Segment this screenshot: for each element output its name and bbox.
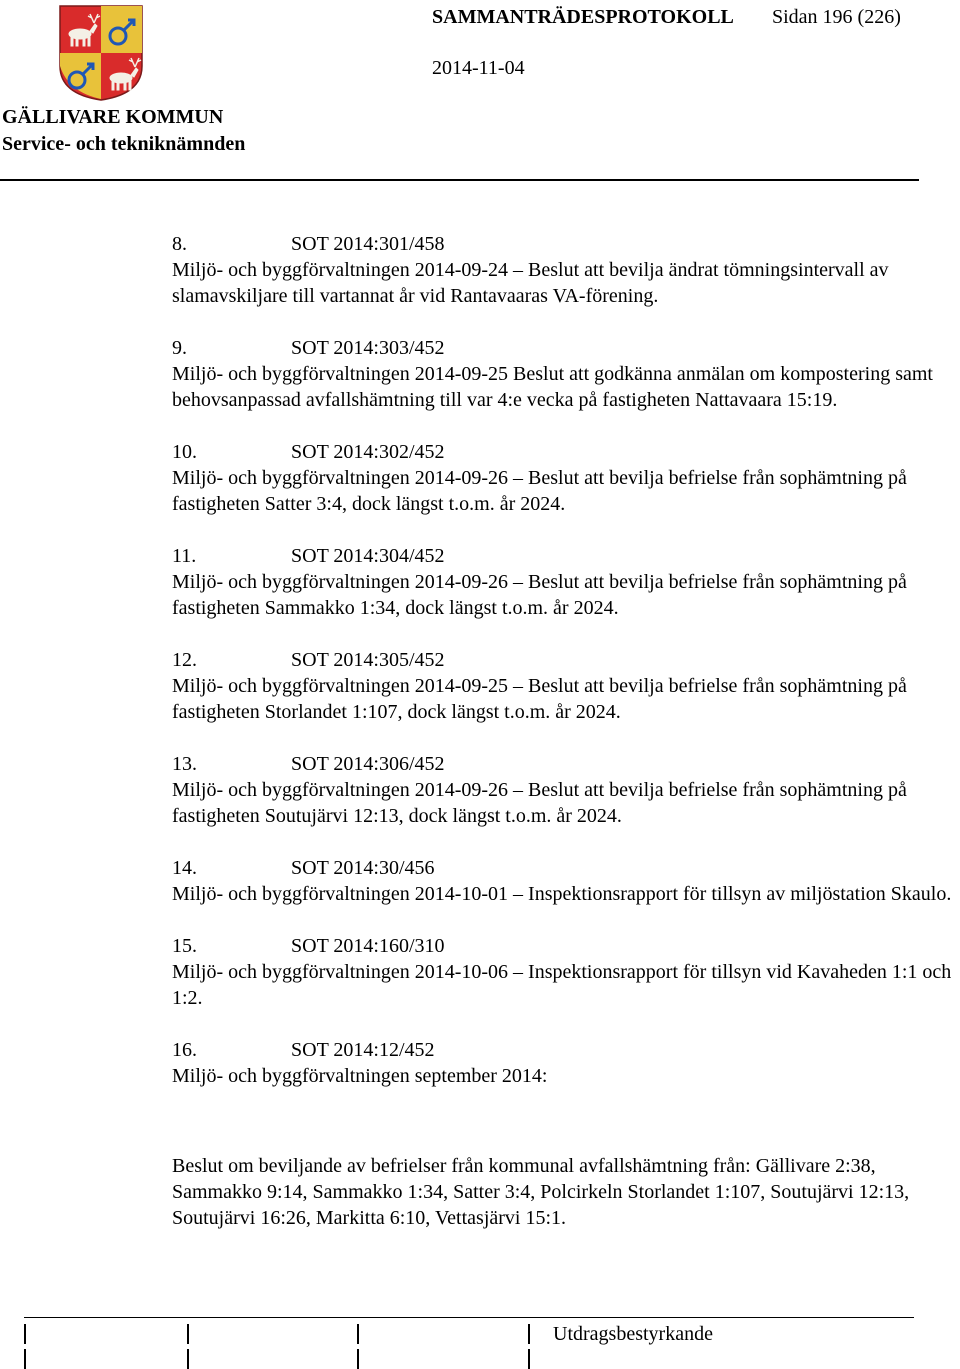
signature-box-divider [357, 1349, 359, 1369]
municipality-name: GÄLLIVARE KOMMUN [2, 106, 224, 128]
extract-certification-label: Utdragsbestyrkande [553, 1323, 713, 1345]
item-text: Miljö- och byggförvaltningen 2014-09-25 Beslut att godkänna anmälan om kompostering samt behovsanpassad avfallshämtning till var 4:e vecka på fastigheten Nattavaara 15:19. [172, 363, 933, 411]
agenda-item-15 [172, 933, 960, 1011]
item-number: 9. [172, 337, 187, 359]
meeting-date: 2014-11-04 [432, 57, 525, 79]
signature-box-divider [187, 1349, 189, 1369]
agenda-item-9 [172, 335, 960, 413]
item-number: 14. [172, 857, 197, 879]
item-reference: SOT 2014:160/310 [291, 935, 445, 957]
item-reference: SOT 2014:304/452 [291, 545, 445, 567]
footer-divider [24, 1317, 914, 1318]
item-reference: SOT 2014:302/452 [291, 441, 445, 463]
item-number: 12. [172, 649, 197, 671]
agenda-item-16 [172, 1037, 960, 1089]
item-number: 10. [172, 441, 197, 463]
item-reference: SOT 2014:306/452 [291, 753, 445, 775]
item-text: Miljö- och byggförvaltningen 2014-10-06 – Inspektionsrapport för tillsyn vid Kavaheden 1:1 och 1:2. [172, 961, 952, 1009]
item-number: 8. [172, 233, 187, 255]
item-text: Miljö- och byggförvaltningen 2014-09-24 – Beslut att bevilja ändrat tömningsintervall av slamavskiljare till vartannat år vid Rantavaaras VA-förening. [172, 259, 889, 307]
agenda-item-8 [172, 231, 960, 309]
item-reference: SOT 2014:301/458 [291, 233, 445, 255]
agenda-item-13 [172, 751, 960, 829]
agenda-item-12 [172, 647, 960, 725]
signature-box-divider [24, 1349, 26, 1369]
item-number: 11. [172, 545, 197, 567]
item-reference: SOT 2014:303/452 [291, 337, 445, 359]
document-title: SAMMANTRÄDESPROTOKOLL [432, 6, 734, 28]
signature-box-divider [528, 1349, 530, 1369]
item-reference: SOT 2014:305/452 [291, 649, 445, 671]
item-text: Miljö- och byggförvaltningen 2014-10-01 – Inspektionsrapport för tillsyn av miljöstation Skaulo. [172, 883, 952, 905]
signature-box-divider [357, 1324, 359, 1344]
page-number: Sidan 196 (226) [772, 6, 901, 28]
agenda-item-11 [172, 543, 960, 621]
item-number: 13. [172, 753, 197, 775]
item-number: 15. [172, 935, 197, 957]
decision-paragraph: Beslut om beviljande av befrielser från kommunal avfallshämtning från: Gällivare 2:38, Sammakko 9:14, Sammakko 1:34, Satter 3:4, Polcirkeln Storlandet 1:107, Soutujärvi 12:13, Soutujärvi 16:26, Markitta 6:10, Vettasjärvi 15:1. [172, 1155, 910, 1229]
item-text: Miljö- och byggförvaltningen 2014-09-26 – Beslut att bevilja befrielse från sophämtning på fastigheten Soutujärvi 12:13, dock längst t.o.m. år 2024. [172, 779, 907, 827]
signature-box-divider [24, 1324, 26, 1344]
signature-box-divider [528, 1324, 530, 1344]
item-reference: SOT 2014:12/452 [291, 1039, 435, 1061]
item-text: Miljö- och byggförvaltningen september 2014: [172, 1065, 548, 1087]
coat-of-arms-logo [58, 4, 144, 102]
item-text: Miljö- och byggförvaltningen 2014-09-26 – Beslut att bevilja befrielse från sophämtning på fastigheten Satter 3:4, dock längst t.o.m. år 2024. [172, 467, 907, 515]
item-text: Miljö- och byggförvaltningen 2014-09-25 – Beslut att bevilja befrielse från sophämtning på fastigheten Storlandet 1:107, dock längst t.o.m. år 2024. [172, 675, 907, 723]
item-reference: SOT 2014:30/456 [291, 857, 435, 879]
item-text: Miljö- och byggförvaltningen 2014-09-26 – Beslut att bevilja befrielse från sophämtning på fastigheten Sammakko 1:34, dock längst t.o.m. år 2024. [172, 571, 907, 619]
agenda-list [172, 231, 960, 1115]
item-number: 16. [172, 1039, 197, 1061]
header-divider [0, 179, 919, 181]
board-name: Service- och tekniknämnden [2, 133, 246, 155]
signature-box-divider [187, 1324, 189, 1344]
agenda-item-10 [172, 439, 960, 517]
agenda-item-14 [172, 855, 960, 907]
